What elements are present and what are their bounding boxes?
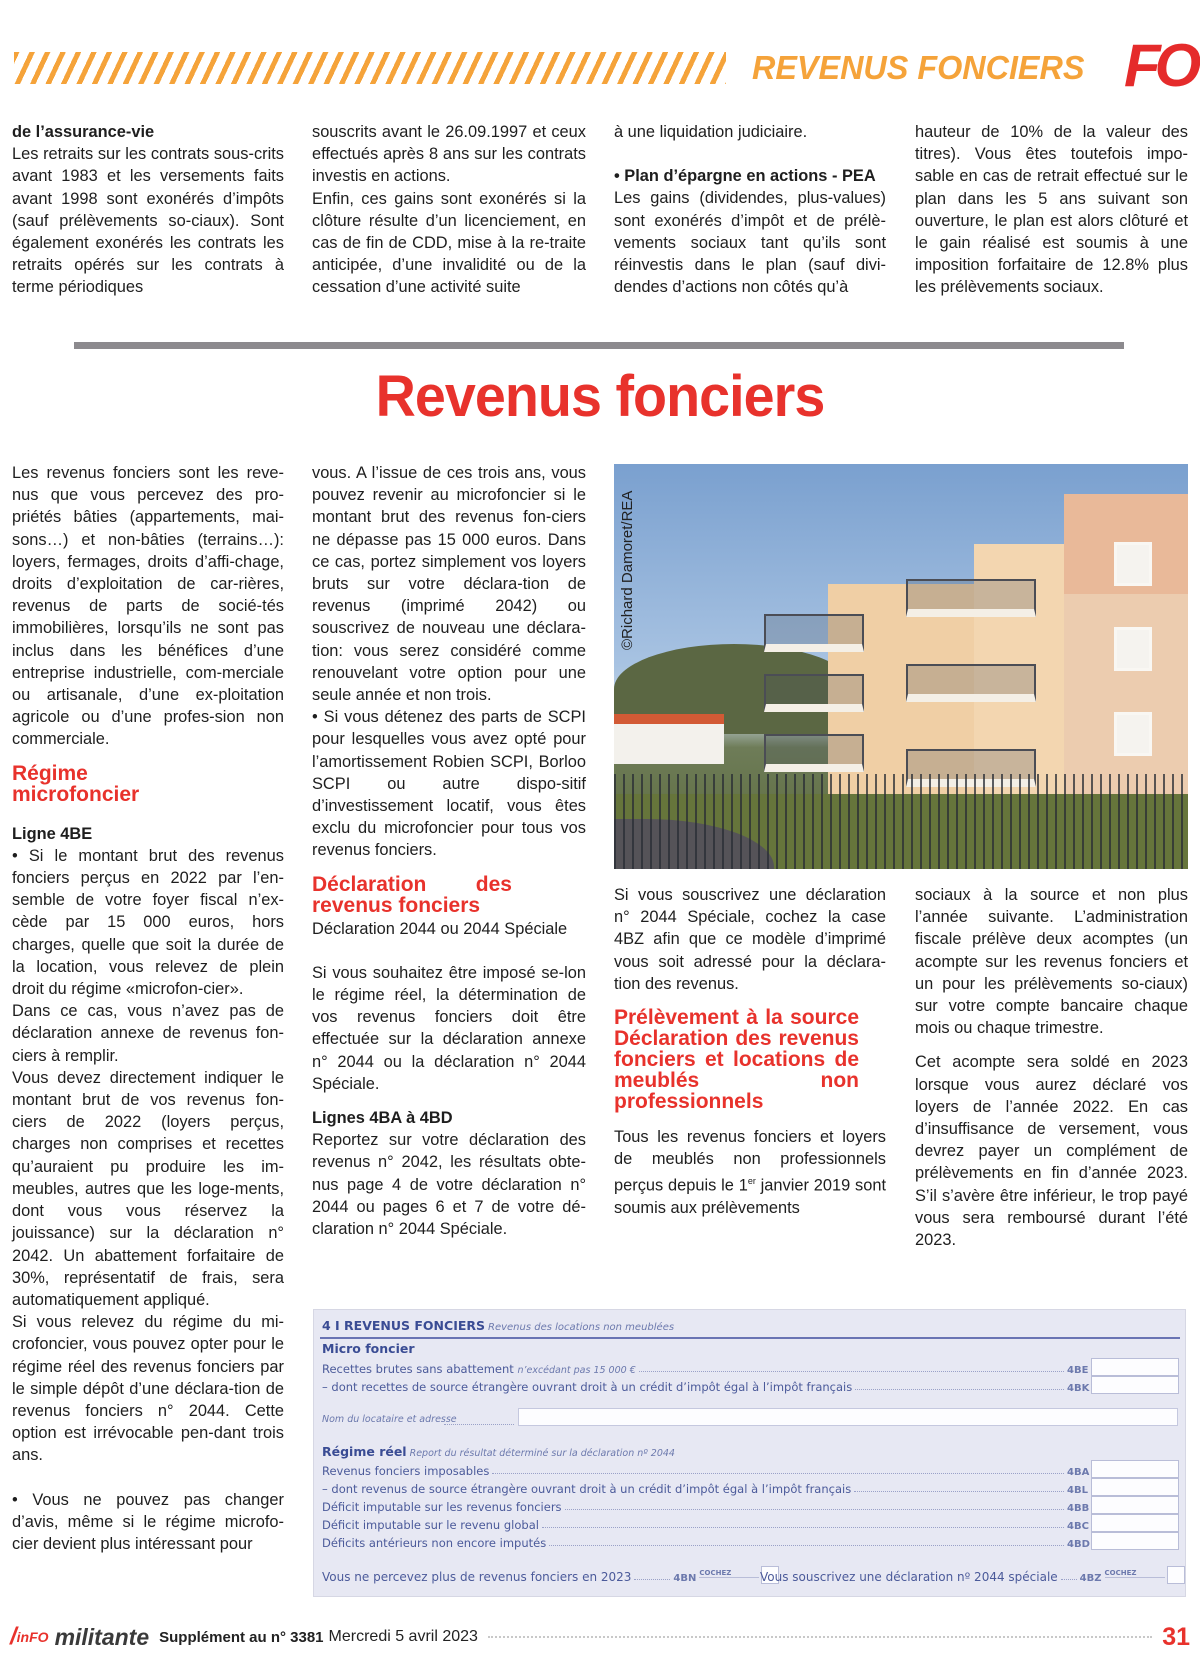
cochez-hint: COCHEZ <box>699 1569 759 1578</box>
window <box>1114 712 1152 756</box>
paragraph: Si vous relevez du régime du mi-crofoncier, vous pouvez opter pour le régime réel des revenus fonciers par le simple dépôt d’une déclara-tion de revenus fonciers n° 2044. Cette option est irrévocable pen-dant trois ans. <box>12 1313 284 1465</box>
checkbox-4bz[interactable] <box>1167 1566 1185 1584</box>
box-code: 4BN <box>673 1573 697 1584</box>
spacer <box>312 940 586 962</box>
micro-foncier-heading: Micro foncier <box>322 1341 415 1356</box>
paragraph: Si vous souhaitez être imposé se-lon le régime réel, la détermination de vos revenus fonciers doit être effectuée sur la déclaration annexe n° 2044 ou la déclaration n° 2044 Spéciale. <box>312 963 586 1093</box>
balcony <box>764 614 864 652</box>
spacer <box>12 751 284 763</box>
input-4bb[interactable] <box>1091 1496 1179 1514</box>
input-4bk[interactable] <box>1091 1376 1179 1394</box>
fo-logo: FO <box>1124 32 1196 99</box>
checkbox-label: Vous souscrivez une déclaration nº 2044 spéciale <box>760 1570 1058 1584</box>
spacer <box>915 1039 1188 1051</box>
leader-dots <box>492 1473 1064 1474</box>
apartment-building-photo <box>614 464 1188 869</box>
text: Tous les revenus fonciers et loyers de meublés non professionnels perçus depuis le 1 <box>614 1128 886 1195</box>
subheading-ligne-4be: Ligne 4BE <box>12 824 93 843</box>
paragraph: à une liquidation judiciaire. <box>614 123 808 141</box>
top-column-4 <box>915 121 1188 299</box>
spacer <box>312 862 586 874</box>
paragraph <box>614 1126 886 1219</box>
box-code: 4BK <box>1067 1383 1090 1394</box>
form-row-4bd <box>322 1532 1090 1550</box>
top-column-1 <box>12 121 284 299</box>
form-title-text: 4 I REVENUS FONCIERS <box>322 1318 486 1333</box>
form-title <box>322 1318 674 1333</box>
decorative-stripes <box>14 52 726 84</box>
window <box>1114 627 1152 671</box>
input-4ba[interactable] <box>1091 1460 1179 1478</box>
row-label: Déficit imputable sur le revenu global <box>322 1518 539 1532</box>
box-code: 4BB <box>1067 1503 1090 1514</box>
box-code: 4BD <box>1067 1539 1090 1550</box>
paragraph: vous. A l’issue de ces trois ans, vous pouvez revenir au microfoncier si le montant brut des revenus fon-ciers ne dépasse pas 15 000 euros. Dans ce cas, portez simplement vos loyers bruts sur votre déclara-tion de revenus (imprimé 2042) ou souscrivez de nouveau une déclara-tion: vous serez considéré comme renouvelant votre option pour une seule année et non trois. <box>312 464 586 705</box>
paragraph: Les retraits sur les contrats sous-crits avant 1983 et les versements faits avant 1998 sont exonérés d’impôts (sauf prélèvements so-ciaux). Sont également exonérés les contrats les retraits opérés sur les contrats à terme périodiques <box>12 145 284 297</box>
tax-form-excerpt <box>313 1309 1186 1597</box>
cochez-hint: COCHEZ <box>1105 1569 1165 1578</box>
paragraph: • Si le montant brut des revenus fonciers perçus en 2022 par l’en-semble de votre foyer fiscal n’ex-cède par 15 000 euros, hors charges, quelle que soit la durée de la location, vous relevez de plein droit du régime «microfon-cier». <box>12 846 284 999</box>
section-divider <box>74 342 1124 349</box>
input-4bd[interactable] <box>1091 1532 1179 1550</box>
box-code: 4BL <box>1067 1485 1088 1496</box>
leader-dots <box>565 1509 1064 1510</box>
form-row-4ba <box>322 1460 1090 1478</box>
row-label: Déficits antérieurs non encore imputés <box>322 1536 547 1550</box>
section-tag: REVENUS FONCIERS <box>752 49 1085 86</box>
paragraph: Enfin, ces gains sont exonérés si la clôture résulte d’un licenciement, en cas de fin de CDD, mise à la re-traite anticipée, d’une invalidité ou de la cessation d’une activité suite <box>312 189 586 297</box>
paragraph: Dans ce cas, vous n’avez pas de déclaration annexe de revenus fon-ciers à remplir. <box>12 1002 284 1065</box>
spacer <box>614 143 886 165</box>
subheading-lignes-4ba-4bd: Lignes 4BA à 4BD <box>312 1109 453 1128</box>
locataire-input[interactable] <box>518 1408 1178 1426</box>
leader-dots <box>854 1491 1064 1492</box>
leader-dots <box>444 1424 514 1425</box>
heading-prelevement-source: Prélèvement à la source Déclaration des revenus fonciers et locations de meublés non professionnels <box>614 1006 859 1114</box>
form-title-rule <box>320 1337 1180 1339</box>
row-label: – dont revenus de source étrangère ouvrant droit à un crédit d’impôt égal à l’impôt français <box>322 1482 852 1496</box>
leader-dots <box>855 1389 1064 1390</box>
paragraph: Vous devez directement indiquer le montant brut de vos revenus fon-ciers de 2022 (loyers perçus, charges non comprises et recettes qu’auraient pu produire les im-meubles, autres que les loge-ments, dont vous vous réservez la jouissance) sur la déclaration n° 2042. Un abattement forfaitaire de 30%, représentatif de frais, sera automatiquement appliqué. <box>12 1068 284 1309</box>
input-4bl[interactable] <box>1091 1478 1179 1496</box>
label-text: Recettes brutes sans abattement <box>322 1362 514 1376</box>
heading-regime-microfoncier: Régime microfoncier <box>12 761 140 806</box>
row-label <box>322 1362 636 1376</box>
locataire-label: Nom du locataire et adresse <box>322 1414 457 1425</box>
leader-dots <box>542 1527 1064 1528</box>
leader-dots <box>1061 1579 1077 1580</box>
heading-declaration: Déclaration des revenus fonciers <box>312 872 512 917</box>
checkbox-label: Vous ne percevez plus de revenus fonciers en 2023 <box>322 1570 632 1584</box>
paragraph: • Si vous détenez des parts de SCPI pour lesquelles vous avez opté pour l’amortissement Robien SCPI, Borloo SCPI ou autre dispo-sitif d’investissement locatif, vous êtes exclu du microfoncier pour tous vos revenus fonciers. <box>312 708 586 860</box>
leader-dots <box>549 1545 1064 1546</box>
supplement-label: Supplément au n° 3381 <box>159 1628 324 1646</box>
heading-text: Régime réel <box>322 1444 407 1459</box>
balcony <box>764 674 864 712</box>
form-title-note: Revenus des locations non meublées <box>488 1322 675 1333</box>
publication-name: militante <box>54 1623 150 1650</box>
leader-dots <box>639 1371 1064 1372</box>
form-row-4bb <box>322 1496 1090 1514</box>
photo-credit-text: ©Richard Damoret/REA <box>619 490 636 650</box>
row-label: Déficit imputable sur les revenus fonciers <box>322 1500 562 1514</box>
issue-date: Mercredi 5 avril 2023 <box>328 1628 478 1645</box>
article-column-3 <box>614 884 886 1219</box>
paragraph: Les gains (dividendes, plus-values) sont exonérés d’impôt et de prélè-vements sociaux tant qu’ils sont réinvestis dans le plan (sauf divi-dendes d’actions non côtés qu’à <box>614 189 886 297</box>
leader-dots <box>634 1579 670 1580</box>
balcony <box>906 579 1036 617</box>
box-code: 4BC <box>1067 1521 1089 1532</box>
input-4be[interactable] <box>1091 1358 1179 1376</box>
top-column-2 <box>312 121 586 299</box>
page-footer <box>10 1622 1190 1652</box>
balcony <box>764 734 864 772</box>
subtitle-declaration: Déclaration 2044 ou 2044 Spéciale <box>312 919 568 938</box>
paragraph: hauteur de 10% de la valeur des titres). Vous êtes toutefois impo-sable en cas de retrait effectué sur le plan dans les 5 ans suivant son ouverture, le plan est alors clôturé et le gain réalisé est soumis à une imposition forfaitaire de 12.8% plus les prélèvements sociaux. <box>915 123 1188 297</box>
heading-note: Report du résultat déterminé sur la déclaration nº 2044 <box>409 1448 675 1459</box>
input-4bc[interactable] <box>1091 1514 1179 1532</box>
paragraph: • Vous ne pouvez pas changer d’avis, même si le régime microfo-cier devient plus intéressant pour <box>12 1490 284 1553</box>
paragraph: souscrits avant le 26.09.1997 et ceux effectués après 8 ans sur les contrats investis en actions. <box>312 123 586 186</box>
spacer <box>12 811 284 823</box>
article-title: Revenus fonciers <box>375 364 825 429</box>
paragraph: Si vous souscrivez une déclaration n° 2044 Spéciale, cochez la case 4BZ afin que ce modèle d’imprimé vous soit adressé pour la déclara-tion des revenus. <box>614 886 886 993</box>
row-label: Revenus fonciers imposables <box>322 1464 490 1478</box>
paragraph: sociaux à la source et non plus l’année suivante. L’administration fiscale prélève deux acomptes (un acompte sur les revenus fonciers et un pour les prélèvements so-ciaux) sur votre compte bancaire chaque mois ou chaque trimestre. <box>915 886 1188 1038</box>
page-number: 31 <box>1162 1622 1190 1651</box>
subheading-pea: • Plan d’épargne en actions - PEA <box>614 167 876 186</box>
text: janvier 2019 sont soumis aux prélèvements <box>614 1176 886 1218</box>
info-logo-slash: / <box>10 1623 17 1650</box>
article-column-4 <box>915 884 1188 1251</box>
article-column-2 <box>312 462 586 1240</box>
paragraph: Cet acompte sera soldé en 2023 lorsque vous aurez déclaré vos loyers de l’année 2022. En cas d’insuffisance de versement, vous devrez payer un complément de prélèvements en fin d’année 2023. S’il s’avère être inférieur, le trop payé vous sera remboursé durant l’été 2023. <box>915 1053 1188 1250</box>
window <box>1114 542 1152 586</box>
info-logo: inFO <box>16 1629 49 1645</box>
subheading-assurance-vie: de l’assurance-vie <box>12 123 155 141</box>
footer-dots <box>488 1636 1152 1638</box>
photo-credit <box>618 470 638 650</box>
intro-paragraph: Les revenus fonciers sont les reve-nus que vous percevez des pro-priétés bâties (appartements, mai-sons…) et non-bâties (terrains…): loyers, fermages, droits d’affi-chage, droits d’exploitation de car-rières, revenus de parts de socié-tés immobilières, lorsqu’ils ne sont pas inclus dans les bénéfices d’une entreprise industrielle, com-merciale ou artisanale, d’une ex-ploitation agricole ou d’une profes-sion non commerciale. <box>12 464 284 749</box>
spacer <box>12 1467 284 1489</box>
box-code: 4BZ <box>1079 1573 1102 1584</box>
top-column-3 <box>614 121 886 298</box>
article-column-1 <box>12 462 284 1555</box>
checkbox-row-4bn <box>322 1566 779 1584</box>
form-row-4bl <box>322 1478 1087 1496</box>
spacer <box>312 1095 586 1107</box>
checkbox-row-4bz <box>760 1566 1185 1584</box>
label-note: n’excédant pas 15 000 € <box>517 1365 636 1376</box>
houses-shape <box>614 714 724 764</box>
balcony <box>906 664 1036 702</box>
form-row-4bk <box>322 1376 1090 1394</box>
box-code: 4BA <box>1067 1467 1090 1478</box>
row-label: – dont recettes de source étrangère ouvrant droit à un crédit d’impôt égal à l’impôt français <box>322 1380 853 1394</box>
paragraph: Reportez sur votre déclaration des revenus n° 2042, les résultats obte-nus page 4 de votre déclaration n° 2044 ou pages 6 et 7 de votre dé-claration n° 2044 Spéciale. <box>312 1131 586 1239</box>
fence <box>614 774 1188 869</box>
box-code: 4BE <box>1067 1365 1089 1376</box>
form-row-4bc <box>322 1514 1087 1532</box>
regime-reel-heading <box>322 1444 675 1459</box>
superscript: er <box>747 1176 756 1187</box>
form-row-4be <box>322 1358 1087 1376</box>
